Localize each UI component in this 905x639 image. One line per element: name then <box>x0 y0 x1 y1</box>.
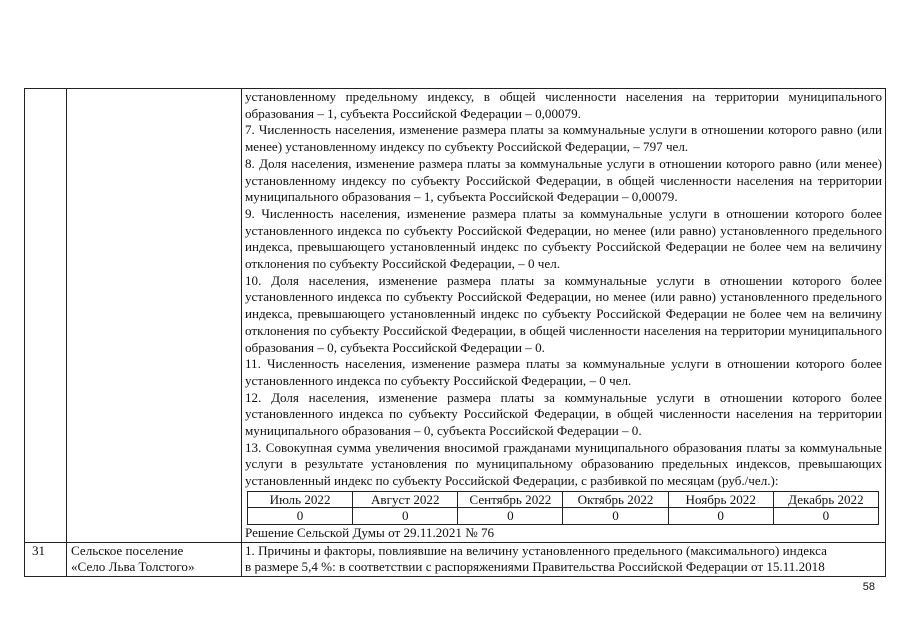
decision-reference: Решение Сельской Думы от 29.11.2021 № 76 <box>245 524 495 540</box>
month-value: 0 <box>563 508 668 525</box>
month-value: 0 <box>353 508 458 525</box>
month-header: Август 2022 <box>353 491 458 508</box>
month-header: Октябрь 2022 <box>563 491 668 508</box>
table-row <box>25 89 886 543</box>
description-cell <box>242 89 886 543</box>
paragraph-line: 1. Причины и факторы, повлиявшие на величину установленного предельного (максимального) индекса <box>245 542 827 558</box>
month-value-row <box>248 508 879 525</box>
municipality-name-line: Сельское поселение <box>71 542 184 558</box>
municipality-name-cell <box>67 89 242 543</box>
row-number-cell <box>25 542 67 576</box>
table-row <box>25 542 886 576</box>
description-text <box>242 89 885 490</box>
paragraph: 8. Доля населения, изменение размера платы за коммунальные услуги в отношении которого равно (или менее) установленному индексу по субъекту Российской Федерации, в общей численности населения на территории муниципального образования – 1, субъекта Российской Федерации – 0,00079. <box>245 155 882 205</box>
month-header: Июль 2022 <box>248 491 353 508</box>
municipality-name-cell <box>67 542 242 576</box>
paragraph: установленному предельному индексу, в общей численности населения на территории муниципального образования – 1, субъекта Российской Федерации – 0,00079. <box>245 89 882 121</box>
month-value: 0 <box>248 508 353 525</box>
monthly-payment-table <box>247 491 879 525</box>
month-value: 0 <box>668 508 773 525</box>
description-cell <box>242 542 886 576</box>
month-header: Сентябрь 2022 <box>458 491 563 508</box>
paragraph-line: в размере 5,4 %: в соответствии с распоряжениями Правительства Российской Федерации от 15.11.2018 <box>245 559 825 575</box>
description-text <box>242 543 885 576</box>
month-header-row <box>248 491 879 508</box>
row-number-cell <box>25 89 67 543</box>
paragraph: 12. Доля населения, изменение размера платы за коммунальные услуги в отношении которого более установленного индекса по субъекту Российской Федерации, в общей численности населения на территории муниципального образования – 0, субъекта Российской Федерации – 0. <box>245 389 882 439</box>
month-value: 0 <box>458 508 563 525</box>
municipal-index-table <box>24 88 886 577</box>
paragraph: 9. Численность населения, изменение размера платы за коммунальные услуги в отношении которого более установленного индекса по субъекту Российской Федерации, но менее (или равно) установленного предельного индекса, превышающего установленный индекс по субъекту Российской Федерации не более чем на величину отклонения по субъекту Российской Федерации, – 0 чел. <box>245 205 882 272</box>
month-value: 0 <box>773 508 878 525</box>
paragraph: 11. Численность населения, изменение размера платы за коммунальные услуги в отношении которого более установленного индекса по субъекту Российской Федерации, – 0 чел. <box>245 356 882 388</box>
month-header: Декабрь 2022 <box>773 491 878 508</box>
municipality-name-line: «Село Льва Толстого» <box>71 559 195 575</box>
paragraph: 10. Доля населения, изменение размера платы за коммунальные услуги в отношении которого более установленного индекса по субъекту Российской Федерации, но менее (или равно) установленного предельного индекса, превышающего установленный индекс по субъекту Российской Федерации не более чем на величину отклонения по субъекту Российской Федерации, в общей численности населения на территории муниципального образования – 0, субъекта Российской Федерации – 0. <box>245 272 882 355</box>
paragraph: 7. Численность населения, изменение размера платы за коммунальные услуги в отношении которого равно (или менее) установленному индексу по субъекту Российской Федерации, – 797 чел. <box>245 122 882 155</box>
page-number: 58 <box>862 581 875 593</box>
month-header: Ноябрь 2022 <box>668 491 773 508</box>
row-number: 31 <box>32 542 46 558</box>
paragraph: 13. Совокупная сумма увеличения вносимой гражданами муниципального образования платы за коммунальные услуги в результате установления по муниципальному образованию предельных индексов, превышающих установленный индекс по субъекту Российской Федерации, с разбивкой по месяцам (руб./чел.): <box>245 439 882 489</box>
